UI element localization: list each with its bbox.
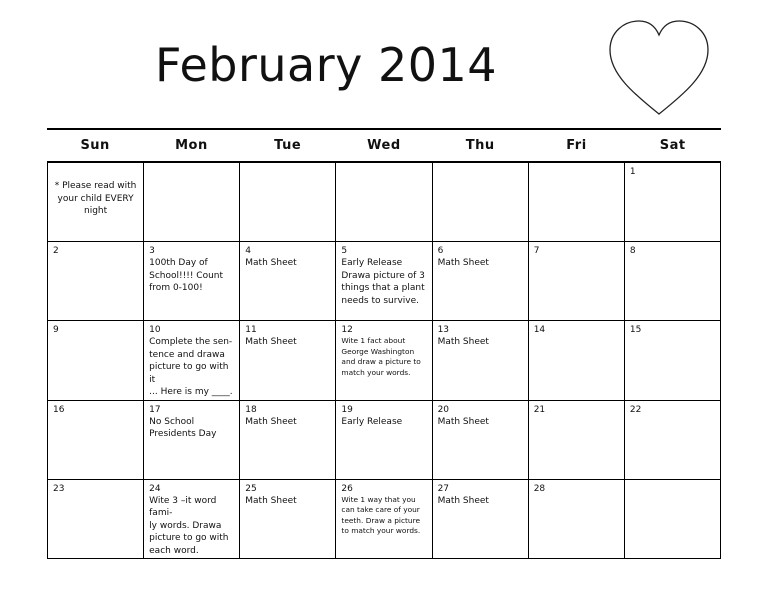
calendar-cell xyxy=(529,242,625,321)
day-number: 28 xyxy=(533,483,546,494)
day-number: 9 xyxy=(53,325,59,336)
calendar-cell xyxy=(529,401,625,480)
calendar-cell xyxy=(144,242,240,321)
calendar-cell xyxy=(48,321,144,400)
day-number: 2 xyxy=(53,246,59,257)
calendar-cell xyxy=(433,401,529,480)
day-note: Math Sheet xyxy=(245,495,297,506)
day-number: 7 xyxy=(533,246,540,257)
header-rule xyxy=(47,128,721,130)
day-number: 3 xyxy=(149,246,155,257)
day-number: 11 xyxy=(245,325,257,336)
day-note: Math Sheet xyxy=(245,258,297,269)
calendar-cell xyxy=(433,321,529,400)
page-title: February 2014 xyxy=(155,38,498,92)
day-name-tue: Tue xyxy=(274,138,302,153)
calendar-cell xyxy=(336,321,432,400)
day-number: 18 xyxy=(245,404,257,415)
calendar-cell xyxy=(433,242,529,321)
calendar-cell xyxy=(625,242,721,321)
day-name-wed: Wed xyxy=(367,138,401,153)
day-note: Math Sheet xyxy=(437,258,489,269)
day-note: No School Presidents Day xyxy=(149,416,217,440)
day-name-fri: Fri xyxy=(566,138,587,153)
day-note: Math Sheet xyxy=(437,495,489,506)
calendar-cell xyxy=(144,321,240,400)
day-number: 4 xyxy=(245,246,252,257)
calendar-cell xyxy=(336,163,432,242)
day-number: 8 xyxy=(629,246,636,257)
calendar-cell xyxy=(240,480,336,559)
day-number: 12 xyxy=(341,325,353,336)
calendar-cell xyxy=(240,163,336,242)
day-note: Complete the sen- tence and drawa picture to go with it ... Here is my ____. xyxy=(149,337,233,398)
calendar-cell xyxy=(433,163,529,242)
day-note: 100th Day of School!!!! Count from 0-100! xyxy=(149,258,224,294)
day-number: 10 xyxy=(149,325,161,336)
calendar-cell xyxy=(336,480,432,559)
calendar-grid xyxy=(47,161,721,559)
day-number: 20 xyxy=(437,404,450,415)
calendar-cell xyxy=(433,480,529,559)
day-note: Wite 1 way that you can take care of your teeth. Draw a picture to match your words. xyxy=(341,494,421,536)
calendar-cell xyxy=(625,480,721,559)
day-name-sat: Sat xyxy=(659,138,686,153)
day-number: 1 xyxy=(629,167,636,177)
calendar-cell xyxy=(529,321,625,400)
day-name-mon: Mon xyxy=(175,138,208,153)
calendar-cell xyxy=(240,321,336,400)
day-number: 13 xyxy=(437,325,450,336)
day-number: 19 xyxy=(341,404,353,415)
day-note: Math Sheet xyxy=(245,337,297,348)
calendar-cell xyxy=(48,480,144,559)
day-note: Math Sheet xyxy=(437,416,489,427)
day-number: 25 xyxy=(245,483,257,494)
calendar-cell xyxy=(625,401,721,480)
day-number: 23 xyxy=(53,483,65,494)
day-number: 26 xyxy=(341,483,353,494)
day-note: Early Release xyxy=(341,416,403,427)
day-note: Wite 3 –it word fami- ly words. Drawa picture to go with each word. xyxy=(149,495,229,556)
day-note: Math Sheet xyxy=(437,337,489,348)
calendar-cell xyxy=(48,163,144,242)
calendar-cell xyxy=(240,242,336,321)
calendar-cell xyxy=(48,401,144,480)
calendar-cell xyxy=(144,480,240,559)
calendar-cell xyxy=(144,401,240,480)
day-note: Wite 1 fact about George Washington and draw a picture to match your words. xyxy=(341,336,421,377)
calendar-cell xyxy=(625,321,721,400)
day-number: 21 xyxy=(533,404,546,415)
day-number: 15 xyxy=(629,325,642,336)
calendar-cell xyxy=(625,163,721,242)
day-number: 27 xyxy=(437,483,450,494)
calendar-cell xyxy=(240,401,336,480)
calendar-cell xyxy=(336,401,432,480)
day-number: 22 xyxy=(629,404,642,415)
day-note: * Please read with your child EVERY night xyxy=(54,181,137,216)
heart-icon xyxy=(604,16,714,120)
calendar-cell xyxy=(529,163,625,242)
day-number: 5 xyxy=(341,246,348,257)
day-note: Early Release Drawa picture of 3 things that a plant needs to survive. xyxy=(341,258,425,306)
calendar-cell xyxy=(48,242,144,321)
weekday-header xyxy=(47,132,721,160)
calendar-cell xyxy=(529,480,625,559)
day-note: Math Sheet xyxy=(245,416,297,427)
day-number: 14 xyxy=(533,325,546,336)
day-name-thu: Thu xyxy=(465,138,495,153)
day-number: 24 xyxy=(149,483,161,494)
calendar-cell xyxy=(336,242,432,321)
day-name-sun: Sun xyxy=(80,138,110,153)
day-number: 17 xyxy=(149,404,161,415)
day-number: 6 xyxy=(437,246,444,257)
day-number: 16 xyxy=(53,404,65,415)
calendar-cell xyxy=(144,163,240,242)
